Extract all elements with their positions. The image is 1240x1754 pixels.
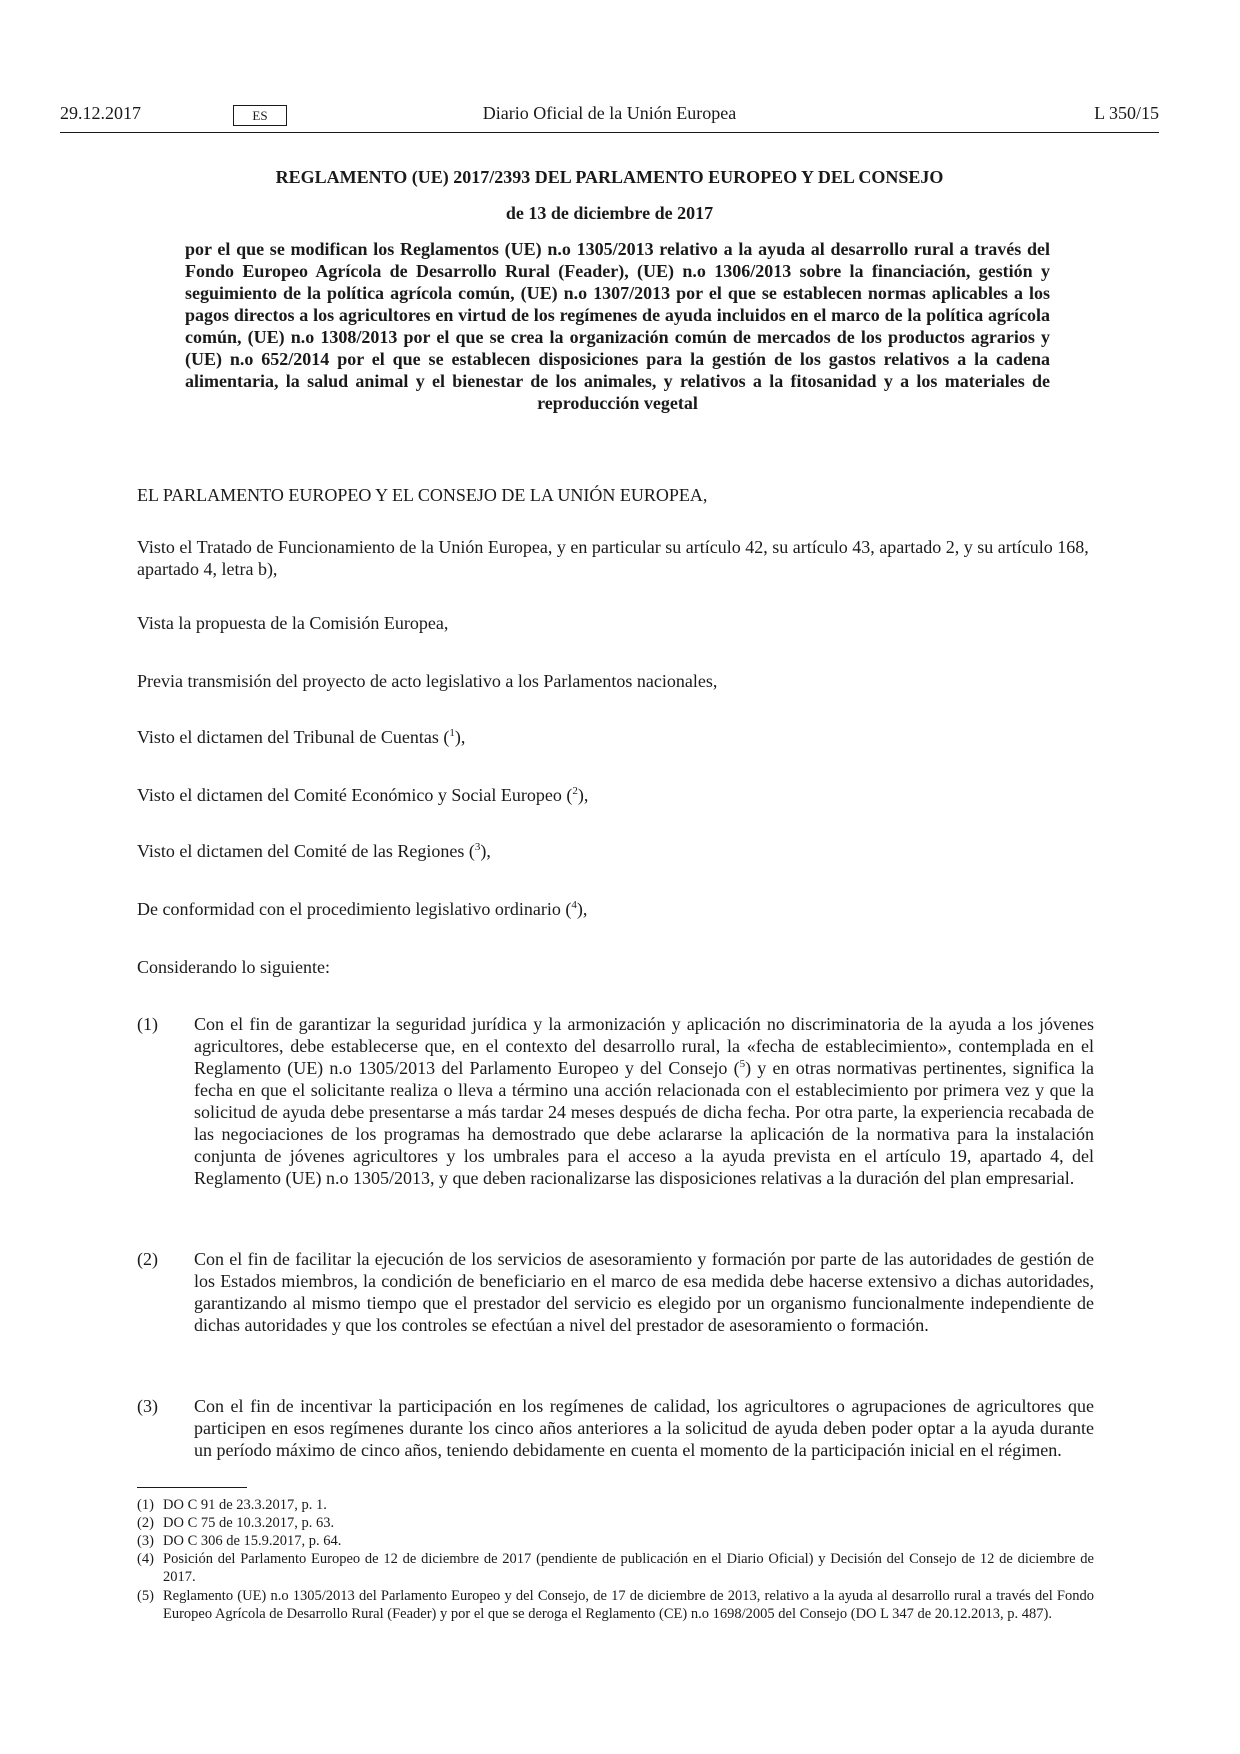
citation-proposal: Vista la propuesta de la Comisión Europea, (137, 613, 449, 633)
intro-line: EL PARLAMENTO EUROPEO Y EL CONSEJO DE LA UNIÓN EUROPEA, (137, 485, 708, 505)
header-divider (60, 132, 1159, 133)
footnote-mark: (3) (137, 1533, 154, 1549)
footnote-text: Reglamento (UE) n.o 1305/2013 del Parlamento Europeo y del Consejo, de 17 de diciembre de 2013, relativo a la ayuda al desarrollo rural a través del Fondo Europeo Agrícola de Desarrollo Rural (Feader) y por el que se deroga el Reglamento (CE) n.o 1698/2005 del Consejo (DO L 347 de 20.12.2013, p. 487). (163, 1588, 1094, 1622)
page-header (60, 103, 1159, 129)
footnote-text: DO C 91 de 23.3.2017, p. 1. (163, 1497, 327, 1513)
citation-end: ), (577, 785, 589, 805)
recital-text-a: Con el fin de garantizar la seguridad jurídica y la armonización y aplicación no discriminatoria de la ayuda a los jóvenes agricultores, debe establecerse que, en el contexto del desarrollo rural, la «fecha de establecimiento», contemplada en el Reglamento (UE) n.o 1305/2013 del Parlamento Europeo y del Consejo ( (194, 1014, 1094, 1078)
footnote-text: DO C 75 de 10.3.2017, p. 63. (163, 1515, 335, 1531)
citation-text: Visto el dictamen del Tribunal de Cuentas ( (137, 727, 450, 747)
regulation-title: REGLAMENTO (UE) 2017/2393 DEL PARLAMENTO EUROPEO Y DEL CONSEJO (275, 167, 944, 187)
footnote-ref[interactable]: 2 (572, 785, 578, 797)
recital-text: Con el fin de incentivar la participación en los regímenes de calidad, los agricultores o agrupaciones de agricultores que participen en esos regímenes durante los cinco años anteriores a la solicitud de ayuda deben poder optar a la ayuda durante un período máximo de cinco años, teniendo debidamente en cuenta el momento de la participación inicial en el régimen. (194, 1396, 1094, 1460)
footnote-mark: (4) (137, 1551, 154, 1567)
citation-treaty: Visto el Tratado de Funcionamiento de la Unión Europea, y en particular su artículo 42, su artículo 43, apartado 2, y su artículo 168, apartado 4, letra b), (137, 537, 1089, 579)
footnote-ref[interactable]: 4 (571, 899, 577, 911)
citation-court-of-auditors (137, 726, 1094, 748)
footnote-mark: (5) (137, 1588, 154, 1604)
footnote-mark: (1) (137, 1497, 154, 1513)
recital-text: Con el fin de facilitar la ejecución de los servicios de asesoramiento y formación por parte de las autoridades de gestión de los Estados miembros, la condición de beneficiario en el marco de esa medida debe hacerse extensivo a dichas autoridades, garantizando al mismo tiempo que el prestador del servicio es elegido por un organismo funcionalmente independiente de dichas autoridades y que los controles se efectúan a nivel del prestador de asesoramiento o formación. (194, 1249, 1094, 1335)
footnote-divider (137, 1487, 247, 1488)
citation-esc (137, 784, 1094, 806)
citation-regions (137, 840, 1094, 862)
citation-text: De conformidad con el procedimiento legislativo ordinario ( (137, 899, 572, 919)
footnote-text: DO C 306 de 15.9.2017, p. 64. (163, 1533, 342, 1549)
whereas-intro: Considerando lo siguiente: (137, 957, 330, 977)
recital-number: (3) (137, 1396, 158, 1416)
citation-text: Visto el dictamen del Comité Económico y Social Europeo ( (137, 785, 573, 805)
citation-procedure (137, 898, 1094, 920)
footnote-ref[interactable]: 3 (474, 841, 481, 853)
citation-end: ), (480, 841, 491, 861)
citation-end: ), (454, 727, 466, 747)
language-badge: ES (233, 105, 287, 126)
recital-text (194, 1013, 1094, 1189)
journal-name: Diario Oficial de la Unión Europea (482, 103, 737, 123)
footnote-mark: (2) (137, 1515, 154, 1531)
footnote-ref[interactable]: 5 (739, 1058, 746, 1070)
regulation-date: de 13 de diciembre de 2017 (505, 203, 714, 223)
citation-text: Visto el dictamen del Comité de las Regiones ( (137, 841, 475, 861)
citation-transmission: Previa transmisión del proyecto de acto legislativo a los Parlamentos nacionales, (137, 671, 718, 691)
citation-end: ), (576, 899, 588, 919)
recital-text-b: ) y en otras normativas pertinentes, significa la fecha en que el solicitante realiza o lleva a término una acción relacionada con el establecimiento por primera vez y que la solicitud de ayuda debe presentarse a más tardar 24 meses después de dicha fecha. Por otra parte, la experiencia recabada de las negociaciones de los programas ha demostrado que debe aclararse la aplicación de la normativa para la instalación conjunta de jóvenes agricultores y los umbrales para el acceso a la ayuda prevista en el artículo 19, apartado 4, del Reglamento (UE) n.o 1305/2013, y que deben racionalizarse las disposiciones relativas a la duración del plan empresarial. (194, 1058, 1094, 1188)
recital-number: (1) (137, 1014, 158, 1034)
page-number: L 350/15 (1094, 103, 1159, 123)
footnote-ref[interactable]: 1 (449, 727, 455, 739)
footnote-text: Posición del Parlamento Europeo de 12 de diciembre de 2017 (pendiente de publicación en el Diario Oficial) y Decisión del Consejo de 12 de diciembre de 2017. (163, 1551, 1094, 1585)
recital-number: (2) (137, 1249, 158, 1269)
regulation-subtitle: por el que se modifican los Reglamentos (UE) n.o 1305/2013 relativo a la ayuda al desarrollo rural a través del Fondo Europeo Agrícola de Desarrollo Rural (Feader), (UE) n.o 1306/2013 sobre la financiación, gestión y seguimiento de la política agrícola común, (UE) n.o 1307/2013 por el que se establecen normas aplicables a los pagos directos a los agricultores en virtud de los regímenes de ayuda incluidos en el marco de la política agrícola común, (UE) n.o 1308/2013 por el que se crea la organización común de mercados de los productos agrarios y (UE) n.o 652/2014 por el que se establecen disposiciones para la gestión de los gastos relativos a la cadena alimentaria, la salud animal y el bienestar de los animales, y relativos a la fitosanidad y a los materiales de reproducción vegetal (185, 239, 1050, 413)
publication-date: 29.12.2017 (60, 103, 141, 123)
